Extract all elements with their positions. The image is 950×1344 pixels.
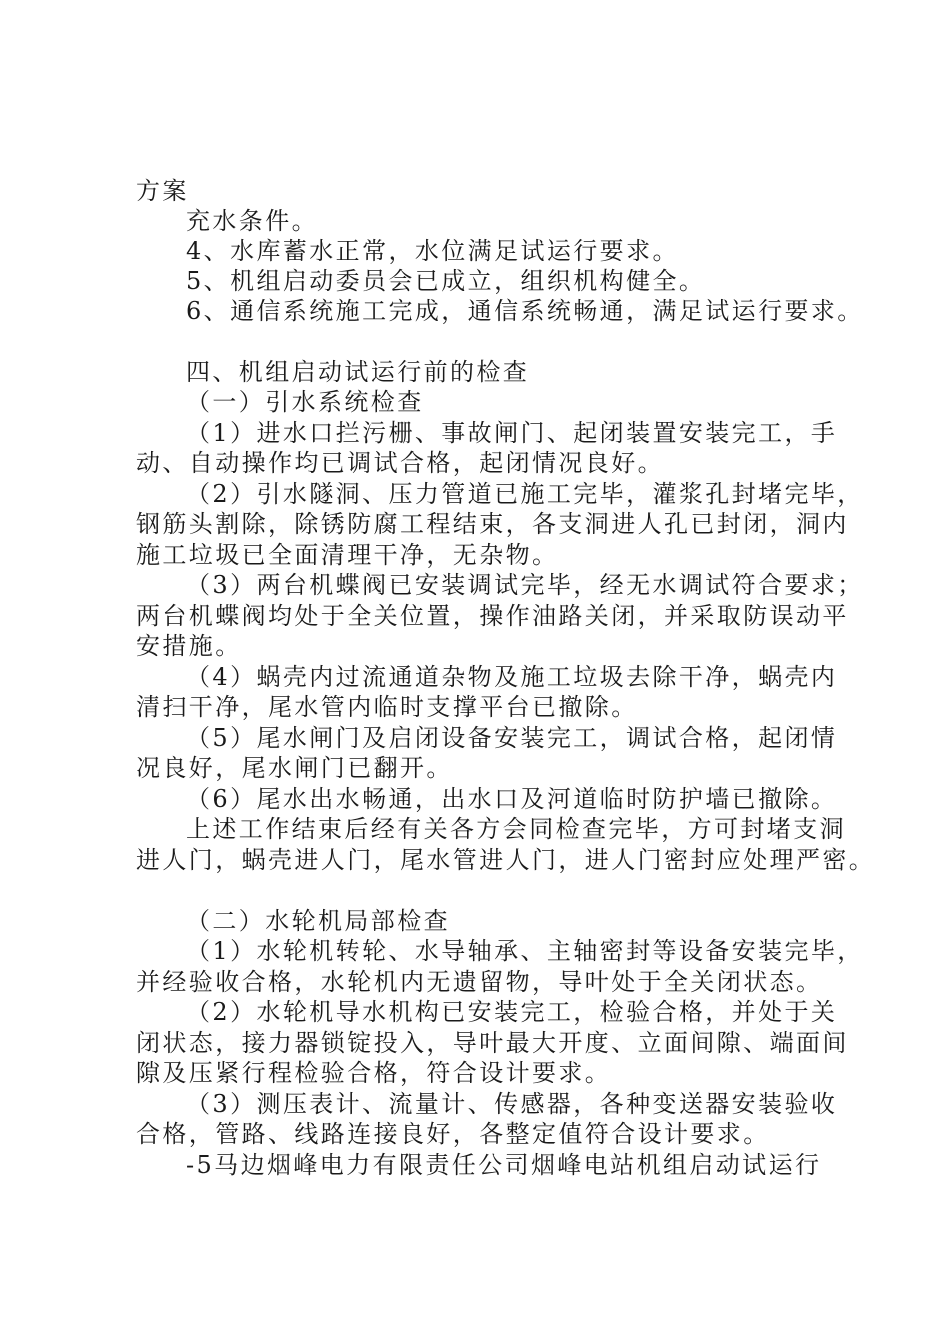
text-line: （3）测压表计、流量计、传感器，各种变送器安装验收 <box>186 1090 838 1118</box>
text-line: 施工垃圾已全面清理干净，无杂物。 <box>136 541 559 569</box>
text-line: （2）引水隧洞、压力管道已施工完毕，灌浆孔封堵完毕， <box>186 480 864 508</box>
text-line: （6）尾水出水畅通，出水口及河道临时防护墙已撤除。 <box>186 785 838 813</box>
text-line: （2）水轮机导水机构已安装完工，检验合格，并处于关 <box>186 998 838 1026</box>
list-item: 4、水库蓄水正常，水位满足试运行要求。 <box>186 237 679 265</box>
text-line: （4）蜗壳内过流通道杂物及施工垃圾去除干净，蜗壳内 <box>186 663 838 691</box>
subsection-heading: （一）引水系统检查 <box>186 388 424 416</box>
text-line: 进人门，蜗壳进人门，尾水管进人门，进人门密封应处理严密。 <box>136 846 876 874</box>
text-line: 上述工作结束后经有关各方会同检查完毕，方可封堵支洞 <box>186 815 846 843</box>
text-line: 动、自动操作均已调试合格，起闭情况良好。 <box>136 449 664 477</box>
text-line: 并经验收合格，水轮机内无遗留物，导叶处于全关闭状态。 <box>136 968 823 996</box>
text-line: 充水条件。 <box>186 207 318 235</box>
section-heading: 四、机组启动试运行前的检查 <box>186 358 530 386</box>
text-line: 闭状态，接力器锁锭投入，导叶最大开度、立面间隙、端面间 <box>136 1029 849 1057</box>
text-line: （1）进水口拦污栅、事故闸门、起闭装置安装完工，手 <box>186 419 838 447</box>
text-line: 安措施。 <box>136 632 242 660</box>
text-line: 钢筋头割除，除锈防腐工程结束，各支洞进人孔已封闭，洞内 <box>136 510 849 538</box>
text-line: （5）尾水闸门及启闭设备安装完工，调试合格，起闭情 <box>186 724 838 752</box>
text-line: 隙及压紧行程检验合格，符合设计要求。 <box>136 1059 612 1087</box>
list-item: 6、通信系统施工完成，通信系统畅通，满足试运行要求。 <box>186 297 864 325</box>
text-line: 两台机蝶阀均处于全关位置，操作油路关闭，并采取防误动平 <box>136 602 849 630</box>
text-line: 清扫干净，尾水管内临时支撑平台已撤除。 <box>136 693 638 721</box>
page-footer: -5马边烟峰电力有限责任公司烟峰电站机组启动试运行 <box>186 1151 822 1179</box>
text-line: 合格，管路、线路连接良好，各整定值符合设计要求。 <box>136 1120 770 1148</box>
text-line: 况良好，尾水闸门已翻开。 <box>136 754 453 782</box>
text-line: （3）两台机蝶阀已安装调试完毕，经无水调试符合要求； <box>186 571 864 599</box>
text-line: （1）水轮机转轮、水导轴承、主轴密封等设备安装完毕， <box>186 937 864 965</box>
header-continuation: 方案 <box>136 177 189 205</box>
subsection-heading: （二）水轮机局部检查 <box>186 907 450 935</box>
list-item: 5、机组启动委员会已成立，组织机构健全。 <box>186 267 706 295</box>
